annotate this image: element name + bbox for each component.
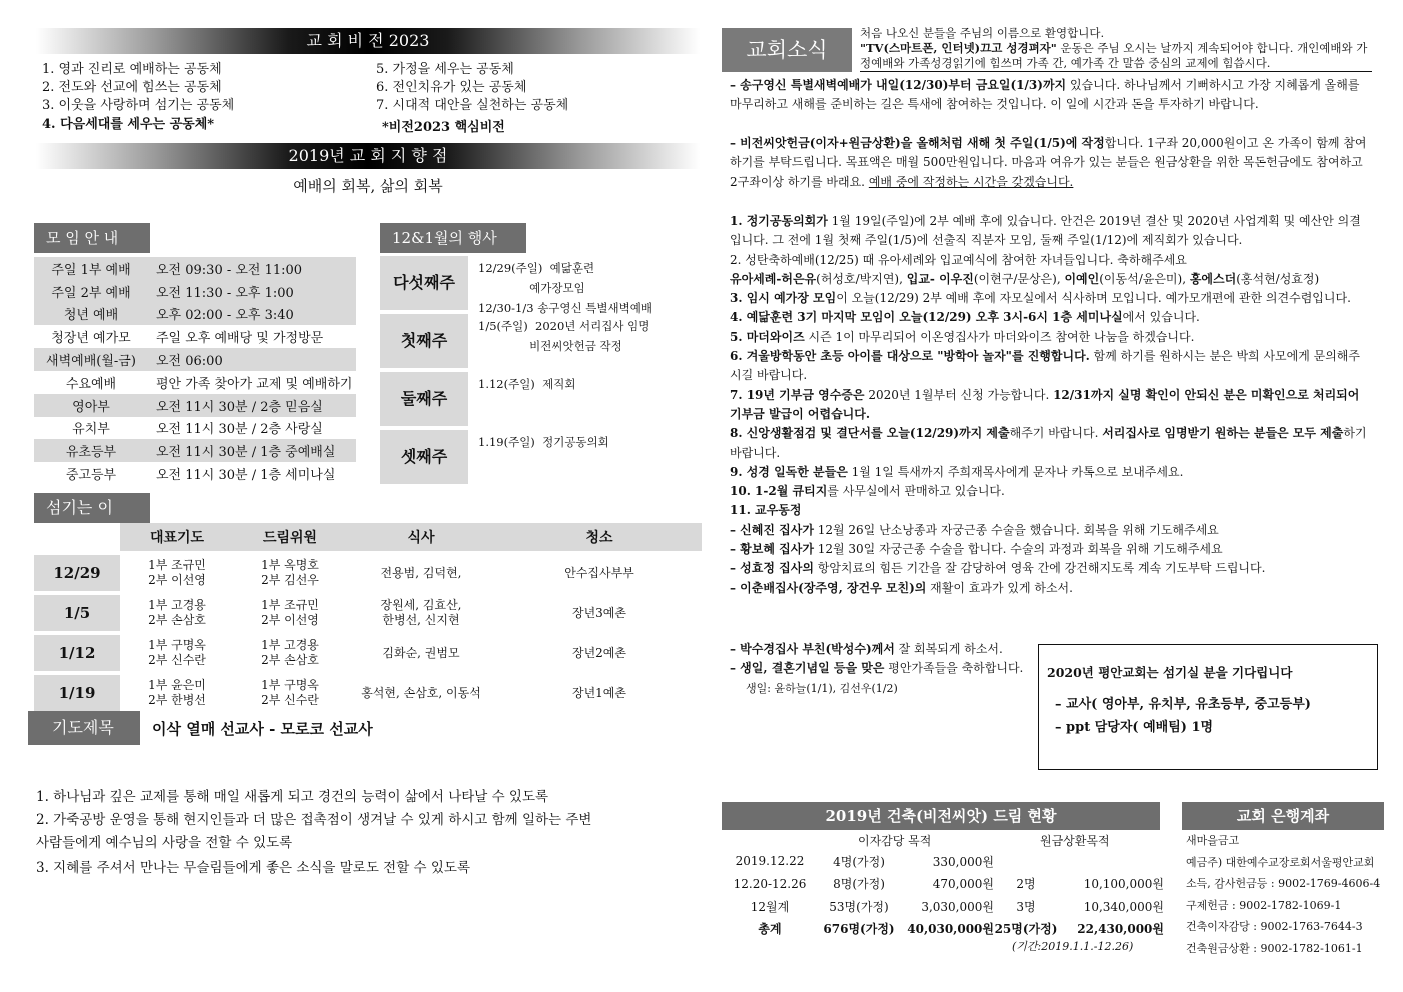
vision-core-note: *비전2023 핵심비전 [382, 120, 505, 135]
meeting-time: 오전 06:00 [148, 348, 356, 371]
servers-date: 1/5 [34, 595, 120, 631]
vision-item-4: 4. 다음세대를 세우는 공동체* [42, 117, 215, 132]
vision-item-7: 7. 시대적 대안을 실천하는 공동체 [376, 98, 569, 113]
servers-date: 1/19 [34, 675, 120, 711]
recruit-ppt: – ppt 담당자( 예배팀) 1명 [1055, 720, 1214, 735]
fund-title: 2019년 건축(비전씨앗) 드림 현황 [722, 802, 1160, 830]
event-week: 첫째주 [380, 314, 468, 368]
news-item-3: 3. 임시 예가장 모임이 오늘(12/29) 2부 예배 후에 자모실에서 식사하며 모입니다. 예가모개편에 관한 의견수렴입니다. [730, 291, 1351, 306]
direction-title: 2019년 교 회 지 향 점 [288, 146, 448, 165]
servers-meal: 홍석현, 손삼호, 이동석 [361, 685, 481, 700]
care-item-5: – 박수경집사 부친(박성수)께서 잘 회복되게 하소서. [730, 642, 1003, 656]
event-week: 둘째주 [380, 372, 468, 426]
servers-dream: 1부 조규민 2부 이선영 [261, 598, 319, 627]
fund-interest-count: 53명(가정) [829, 899, 889, 914]
servers-header: 청소 [496, 523, 702, 551]
meeting-row [34, 439, 356, 462]
vision-item-6: 6. 전인치유가 있는 공동체 [376, 80, 527, 95]
fund-row [724, 873, 1164, 896]
vision-title: 교 회 비 전 2023 [306, 31, 430, 50]
fund-principal-amount [1058, 850, 1164, 873]
fund-interest-amount: 470,000원 [932, 877, 994, 892]
fund-row [724, 850, 1164, 873]
care-lower [730, 640, 1030, 698]
bank-account-principal: 건축원금상환 : 9002-1782-1061-1 [1186, 941, 1363, 955]
prayer-item-2: 2. 가죽공방 운영을 통해 현지인들과 더 많은 접촉점이 생겨날 수 있게 하시고 함께 일하는 주변 [36, 812, 592, 828]
bank-account-relief: 구제헌금 : 9002-1782-1069-1 [1186, 898, 1342, 912]
meeting-name: 청장년 예가모 [51, 331, 131, 347]
news-item-9: 9. 성경 일독한 분들은 1월 1일 특새까지 주희재목사에게 문자나 카톡으로 보내주세요. [730, 464, 1184, 479]
servers-dream: 1부 구명옥 2부 신수란 [261, 678, 319, 707]
bank-account-general: 소득, 감사헌금등 : 9002-1769-4606-4 [1186, 877, 1381, 890]
prayer-label: 기도제목 [28, 711, 140, 745]
recruit-box [1038, 644, 1378, 770]
fund-period-cell: 12월계 [750, 899, 790, 914]
meeting-time: 평안 가족 찾아가 교제 및 예배하기 [156, 376, 353, 392]
bank-name: 새마을금고 [1186, 834, 1240, 847]
news-item-7: 7. 19년 기부금 영수증은 2020년 1월부터 신청 가능합니다. 12/31까지 실명 확인이 안되신 분은 미확인으로 처리되어 기부금 발급이 어렵습니다. [730, 387, 1360, 421]
servers-meal: 장원세, 김효산, 한병선, 신지현 [380, 598, 462, 627]
servers-clean: 장년1예촌 [571, 685, 626, 700]
meeting-name: 수요예배 [65, 376, 117, 392]
servers-prayer: 1부 구명옥 2부 신수란 [148, 638, 206, 667]
event-text: 1/5(주일) 2020년 서리집사 임명 비전씨앗헌금 작정 [478, 319, 650, 353]
fund-interest-amount: 3,030,000원 [921, 899, 994, 914]
vision-item-5: 5. 가정을 세우는 공동체 [376, 62, 514, 77]
fund-period-cell: 12.20-12.26 [733, 876, 807, 891]
news-vision-offering: – 비전씨앗헌금(이자+원금상환)을 올해처럼 새해 첫 주일(1/5)에 작정합니다. 1구좌 20,000원이고 온 가족이 함께 참여하기를 부탁드립니다. 목표액은 매월 500만원입니다. 마음과 여유가 있는 분들은 원금상환을 위한 목돈헌금에도 참여하고 2구좌이상 하기를 바래요. 예배 중에 작정하는 시간을 갖겠습니다. [730, 136, 1367, 189]
servers-header: 드림위원 [234, 523, 346, 551]
servers-date: 12/29 [34, 555, 120, 591]
servers-meal: 전용범, 김덕현, [380, 565, 462, 580]
prayer-item-2-cont: 사람들에게 예수님의 사랑을 전할 수 있도록 [36, 835, 293, 851]
event-text: 12/29(주일) 예닮훈련 예가장모임 12/30-1/3 송구영신 특별새벽예배 [478, 261, 652, 315]
direction-text: 예배의 회복, 삶의 회복 [293, 177, 443, 195]
servers-dream: 1부 고경용 2부 손삼호 [261, 638, 319, 667]
meeting-time: 오후 02:00 - 오후 3:40 [148, 303, 356, 326]
servers-prayer: 1부 고경용 2부 손삼호 [148, 598, 206, 627]
fund-principal-count: 2명 [1016, 877, 1036, 892]
servers-clean: 장년3예촌 [571, 605, 626, 620]
prayer-item-1: 1. 하나님과 깊은 교제를 통해 매일 새롭게 되고 경건의 능력이 삶에서 나타날 수 있도록 [36, 789, 549, 805]
news-campaign: "TV(스마트폰, 인터넷)끄고 성경펴자" 운동은 주님 오시는 날까지 계속되어야 합니다. 개인예배와 가정예배와 가족성경읽기에 힘쓰며 가족 간, 예가족 간 말씀 중심의 교제에 힘씁시다. [860, 41, 1368, 70]
servers-row [34, 555, 702, 591]
news-item-6: 6. 겨울방학동안 초등 아이를 대상으로 "방학아 놀자"를 진행합니다. 함께 하기를 원하시는 분은 박희 사모에게 문의해주시길 바랍니다. [730, 349, 1360, 383]
news-item-2: 2. 성탄축하예배(12/25) 때 유아세례와 입교예식에 참여한 자녀들입니다. 축하해주세요 [730, 252, 1187, 267]
fund-principal-count [994, 850, 1058, 873]
event-row [380, 430, 700, 486]
news-item-4: 4. 예닮훈련 3기 마지막 모임이 오늘(12/29) 오후 3시-6시 1층 세미나실에서 있습니다. [730, 310, 1200, 325]
prayer-item-3: 3. 지혜를 주셔서 만나는 무슬림들에게 좋은 소식을 말로도 전할 수 있도록 [36, 860, 470, 876]
servers-row [34, 635, 702, 671]
servers-prayer: 1부 윤은미 2부 한병선 [148, 678, 206, 707]
fund-interest-amount: 40,030,000원 [907, 922, 994, 937]
meeting-name: 유초등부 [34, 439, 148, 462]
event-week: 다섯째주 [380, 256, 468, 310]
bank-title: 교회 은행계좌 [1182, 802, 1384, 830]
meeting-name: 유치부 [72, 422, 110, 438]
care-birthdays: 생일: 윤하늘(1/1), 김선우(1/2) [746, 681, 898, 695]
event-row [380, 372, 700, 428]
bank-holder: 예금주) 대한예수교장로회서울평안교회 [1186, 855, 1375, 869]
meeting-row [34, 348, 356, 371]
fund-principal-amount: 10,100,000원 [1083, 877, 1164, 892]
servers-row [34, 595, 702, 631]
meeting-name: 주일 2부 예배 [34, 280, 148, 303]
meeting-time: 오전 11시 30분 / 2층 사랑실 [156, 422, 323, 438]
news-welcome: 처음 나오신 분들을 주님의 이름으로 환영합니다. [860, 26, 1105, 40]
fund-interest-count: 676명(가정) [823, 922, 895, 937]
vision-title-bar [36, 28, 700, 54]
servers-header: 대표기도 [120, 523, 234, 551]
news-label: 교회소식 [722, 28, 852, 72]
meeting-row [34, 462, 356, 485]
event-row [380, 256, 700, 315]
care-item-1: – 신혜진 집사가 12월 26일 난소낭종과 자궁근종 수술을 했습니다. 회복을 위해 기도해주세요 [730, 522, 1219, 537]
meeting-row [34, 394, 356, 417]
meeting-time: 오전 11시 30분 / 1층 세미나실 [156, 468, 336, 484]
meeting-time: 오전 11:30 - 오후 1:00 [148, 280, 356, 303]
meeting-time: 오전 09:30 - 오전 11:00 [148, 257, 356, 280]
fund-period-cell: 총계 [758, 922, 782, 937]
meeting-row [34, 303, 356, 326]
news-intro [860, 26, 1372, 72]
meeting-time: 오전 11시 30분 / 1층 중예배실 [148, 439, 356, 462]
meeting-time: 주일 오후 예배당 및 가정방문 [156, 331, 324, 347]
care-item-6: – 생일, 결혼기념일 등을 맞은 평안가족들을 축하합니다. [730, 661, 1024, 676]
vision-item-1: 1. 영과 진리로 예배하는 공동체 [42, 62, 222, 77]
bank-info [1186, 830, 1380, 959]
meeting-name: 영아부 [34, 394, 148, 417]
meeting-row [34, 417, 356, 440]
news-item-10: 10. 1-2월 큐티지를 사무실에서 판매하고 있습니다. [730, 484, 1005, 499]
news-dawn-service: – 송구영신 특별새벽예배가 내일(12/30)부터 금요일(1/3)까지 있습니다. 하나님께서 기뻐하시고 가장 지혜롭게 올해를 마무리하고 새해를 준비하는 길은 특새에 참여하는 것입니다. 이 일에 시간과 돈을 투자하기 바랍니다. [730, 78, 1360, 112]
direction-title-bar [36, 143, 700, 169]
meetings-table [34, 257, 356, 485]
fund-principal-count: 3명 [1016, 899, 1036, 914]
vision-item-3: 3. 이웃을 사랑하며 섬기는 공동체 [42, 98, 235, 113]
servers-header: 식사 [346, 523, 496, 551]
fund-principal-amount: 10,340,000원 [1083, 899, 1164, 914]
bank-account-interest: 건축이자감당 : 9002-1763-7644-3 [1186, 920, 1363, 933]
meeting-name: 청년 예배 [34, 303, 148, 326]
servers-clean: 장년2예촌 [571, 645, 626, 660]
fund-interest-amount: 330,000원 [932, 854, 994, 869]
prayer-title: 이삭 열매 선교사 - 모로코 선교사 [152, 720, 373, 738]
fund-head-interest: 이자감당 목적 [858, 834, 932, 848]
vision-item-2: 2. 전도와 선교에 힘쓰는 공동체 [42, 80, 222, 95]
event-text: 1.19(주일) 정기공동의회 [478, 435, 609, 449]
event-week: 셋째주 [380, 430, 468, 484]
fund-row [724, 918, 1164, 941]
servers-header [34, 523, 120, 551]
servers-dream: 1부 옥명호 2부 김선우 [261, 558, 319, 587]
meeting-name: 중고등부 [65, 468, 117, 484]
meeting-name: 주일 1부 예배 [34, 257, 148, 280]
servers-date: 1/12 [34, 635, 120, 671]
care-item-4: – 이춘배집사(장주영, 장건우 모친)의 재활이 효과가 있게 하소서. [730, 580, 1073, 595]
recruit-teachers: – 교사( 영아부, 유치부, 유초등부, 중고등부) [1055, 697, 1311, 712]
news-item-1: 1. 정기공동의회가 1월 19일(주일)에 2부 예배 후에 있습니다. 안건은 2019년 결산 및 2020년 사업계획 및 예산안 의결입니다. 그 전에 1월 첫째 주일(1/5)에 선출직 직분자 모임, 둘째 주일(1/12)에 제직회가 있습니다. [730, 214, 1361, 248]
event-row [380, 314, 700, 370]
servers-clean: 안수집사부부 [564, 565, 634, 580]
meeting-name: 새벽예배(월-금) [34, 348, 148, 371]
meeting-row [34, 325, 356, 348]
fund-row [724, 895, 1164, 918]
news-item-5: 5. 마더와이즈 시즌 1이 마무리되어 이온영집사가 마더와이즈 참여한 나눔을 하겠습니다. [730, 329, 1195, 344]
fund-interest-count: 4명(가정) [833, 854, 885, 869]
servers-meal: 김화순, 권범모 [382, 645, 460, 660]
meeting-row [34, 280, 356, 303]
meeting-row [34, 257, 356, 280]
news-item-8: 8. 신앙생활점검 및 결단서를 오늘(12/29)까지 제출해주기 바랍니다. 서리집사로 임명받기 원하는 분들은 모두 제출하기 바랍니다. [730, 426, 1367, 460]
servers-table [34, 523, 702, 711]
fund-period: (기간:2019.1.1.-12.26) [1012, 940, 1134, 953]
news-item-2-names: 유아세례-허은유(허성호/박지연), 입교- 이우진(이현구/문상은), 이예인(이동석/윤은미), 홍에스더(홍석현/성효정) [730, 271, 1320, 286]
event-text: 1.12(주일) 제직회 [478, 377, 576, 391]
meetings-label: 모 임 안 내 [34, 223, 150, 253]
events-label: 12&1월의 행사 [380, 223, 526, 253]
servers-label: 섬기는 이 [34, 493, 150, 523]
news-item-11: 11. 교우동정 [730, 503, 802, 518]
care-item-2: – 황보혜 집사가 12월 30일 자궁근종 수술을 합니다. 수술의 과정과 회복을 위해 기도해주세요 [730, 542, 1223, 557]
recruit-title: 2020년 평안교회는 섬기실 분을 기다립니다 [1047, 665, 1293, 680]
servers-prayer: 1부 조규민 2부 이선영 [148, 558, 206, 587]
fund-principal-amount: 22,430,000원 [1077, 922, 1164, 937]
fund-table [724, 850, 1164, 940]
servers-row [34, 675, 702, 711]
fund-head-principal: 원금상환목적 [1040, 834, 1110, 848]
news-list [730, 212, 1370, 598]
fund-principal-count: 25명(가정) [994, 922, 1058, 937]
fund-interest-count: 8명(가정) [833, 877, 885, 892]
care-item-3: – 성효정 집사의 항암치료의 힘든 기간을 잘 감당하여 영육 간에 강건해지도록 계속 기도부탁 드립니다. [730, 561, 1266, 576]
meeting-row [34, 371, 356, 394]
fund-period-cell: 2019.12.22 [735, 854, 805, 869]
meeting-time: 오전 11시 30분 / 2층 믿음실 [148, 394, 356, 417]
